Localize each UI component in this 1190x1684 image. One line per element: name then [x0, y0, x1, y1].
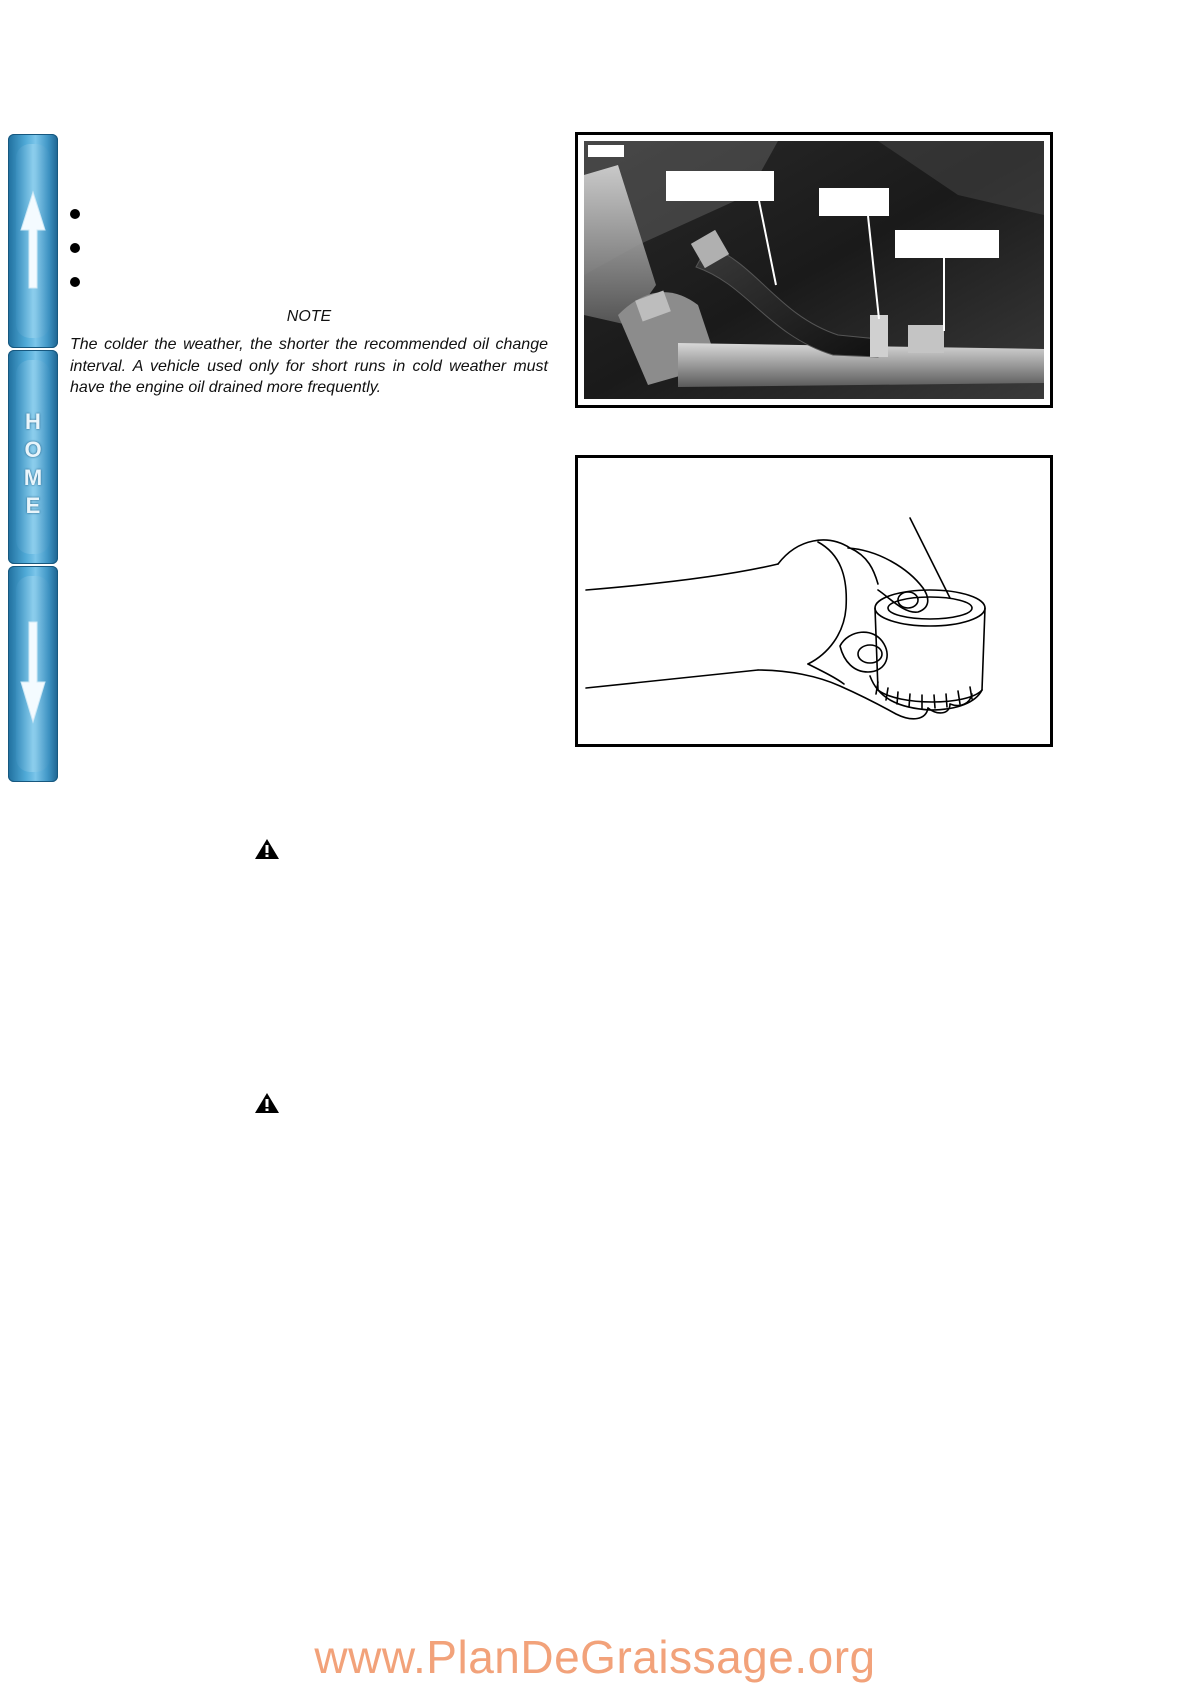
note-title: NOTE — [286, 308, 332, 325]
figure-oil-filter-drawing — [575, 455, 1053, 747]
side-navigation — [8, 134, 58, 782]
home-letter: M — [23, 465, 43, 490]
oil-line-photo — [578, 135, 1050, 405]
warning-triangle-icon — [254, 838, 280, 860]
arrow-up-icon — [8, 134, 58, 348]
bullet-point — [70, 277, 80, 287]
note-body: The colder the weather, the shorter the recommended oil change interval. A vehicle used only for short runs in cold weather must have the engine oil drained more frequently. — [70, 336, 548, 396]
hand-oil-filter-drawing — [578, 458, 1050, 744]
home-button[interactable] — [8, 350, 58, 564]
page-down-button[interactable] — [8, 566, 58, 782]
arrow-down-icon — [8, 566, 58, 782]
home-letter: E — [25, 493, 41, 518]
home-letter: O — [24, 437, 42, 462]
figure-oil-line-photo — [575, 132, 1053, 408]
home-label — [8, 408, 58, 520]
page-up-button[interactable] — [8, 134, 58, 348]
bullet-point — [70, 243, 80, 253]
warning-triangle-icon — [254, 1092, 280, 1114]
watermark-link[interactable]: www.PlanDeGraissage.org — [314, 1631, 876, 1683]
bullet-point — [70, 209, 80, 219]
home-letter: H — [25, 409, 41, 434]
